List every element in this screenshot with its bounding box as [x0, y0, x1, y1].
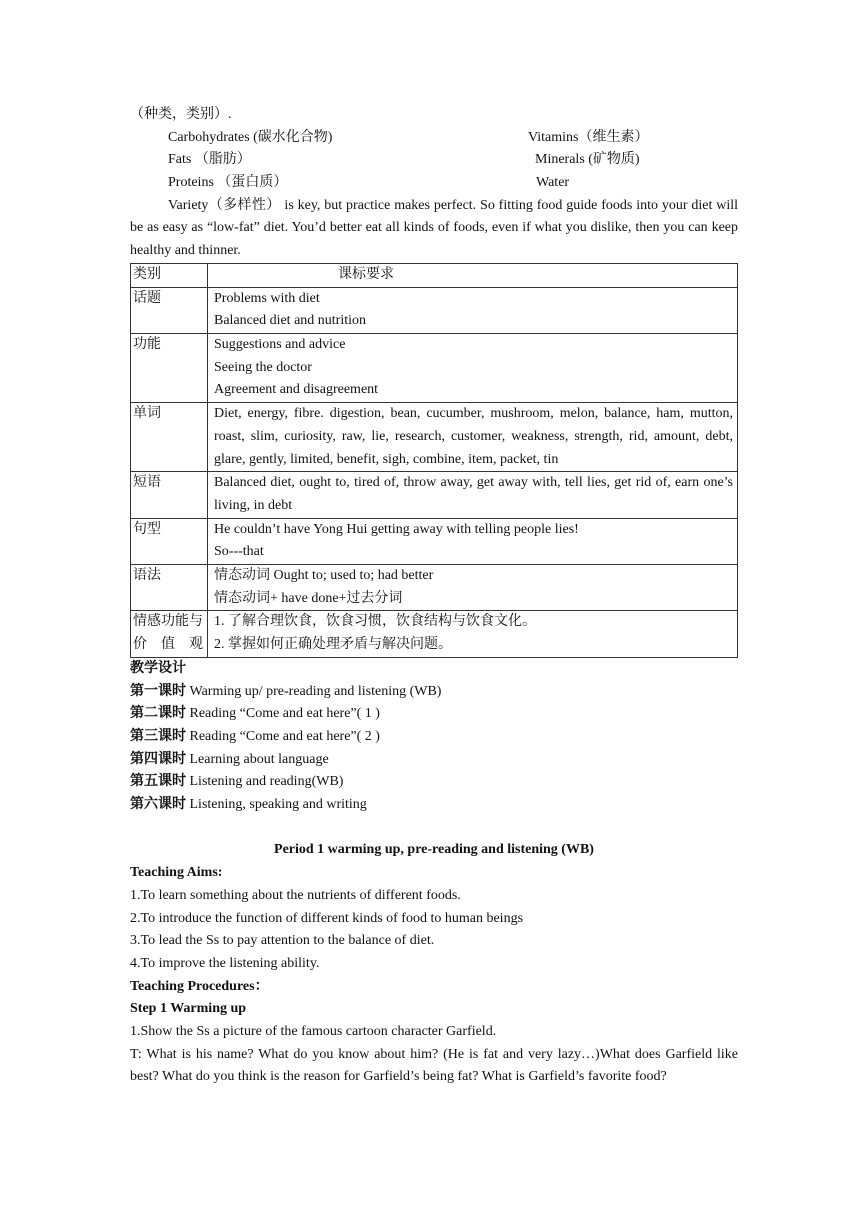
table-row	[131, 333, 738, 402]
table-cell-category: 短语	[131, 472, 208, 518]
period-item	[130, 726, 738, 749]
table-header-category: 类别	[131, 263, 208, 287]
period-label: 第五课时	[130, 774, 186, 790]
nutrient-row	[130, 127, 738, 150]
content-line: 情态动词+ have done+过去分词	[214, 590, 403, 606]
design-title: 教学设计	[130, 660, 186, 676]
table-cell-category: 句型	[131, 518, 208, 564]
period1-title: Period 1 warming up, pre-reading and listening (WB)	[274, 842, 594, 858]
content-line: 1. 了解合理饮食，饮食习惯，饮食结构与饮食文化。	[214, 614, 536, 630]
period-item	[130, 681, 738, 704]
table-row	[131, 472, 738, 518]
period-label: 第三课时	[130, 728, 186, 744]
table-cell-content	[208, 565, 738, 611]
period-label: 第二课时	[130, 706, 186, 722]
period-item	[130, 703, 738, 726]
table-cell-category: 情感功能与价值观	[131, 611, 208, 657]
nutrient-right: Water	[536, 175, 570, 191]
aim-item: 4.To improve the listening ability.	[130, 955, 320, 971]
period-text: Listening, speaking and writing	[189, 797, 367, 813]
table-cell-content: Diet, energy, fibre. digestion, bean, cucumber, mushroom, melon, balance, ham, mutton, roast, slim, curiosity, raw, lie, research, customer, weakness, strength, rid, amount, debt, glare, gently, limited, benefit, sigh, combine, item, packet, tin	[208, 403, 738, 472]
table-header-requirements: 课标要求	[208, 263, 738, 287]
variety-paragraph: Variety（多样性） is key, but practice makes perfect. So fitting food guide foods into your diet will be as easy as “low-fat” diet. You’d better eat all kinds of foods, even if what you dislike, then you can keep healthy and thinner.	[130, 197, 738, 259]
table-header-row	[131, 263, 738, 287]
period-text: Warming up/ pre-reading and listening (WB)	[189, 683, 442, 699]
table-cell-content	[208, 611, 738, 657]
table-cell-category: 语法	[131, 565, 208, 611]
nutrient-left: Proteins （蛋白质）	[168, 175, 288, 191]
content-line: 2. 掌握如何正确处理矛盾与解决问题。	[214, 637, 452, 653]
content-line: He couldn’t have Yong Hui getting away with telling people lies!	[214, 521, 579, 537]
document-page	[130, 104, 738, 1089]
period-text: Listening and reading(WB)	[189, 774, 344, 790]
step1-dialogue: T: What is his name? What do you know about him? (He is fat and very lazy…)What does Garfield like best? What do you think is the reason for Garfield’s being fat? What is Garfield’s favorite food?	[130, 1046, 738, 1085]
table-row	[131, 518, 738, 564]
table-cell-category: 功能	[131, 333, 208, 402]
curriculum-table	[130, 263, 738, 658]
table-row	[131, 565, 738, 611]
nutrient-row	[130, 149, 738, 172]
period-label: 第四课时	[130, 751, 186, 767]
table-row	[131, 611, 738, 657]
step1-item: 1.Show the Ss a picture of the famous cartoon character Garfield.	[130, 1024, 497, 1040]
nutrient-row	[130, 172, 738, 195]
nutrient-right: Vitamins（维生素）	[528, 129, 649, 145]
table-cell-category: 单词	[131, 403, 208, 472]
spacer	[130, 817, 738, 840]
period-label: 第一课时	[130, 683, 186, 699]
period-item	[130, 794, 738, 817]
intro-line: （种类，类别）.	[130, 107, 232, 122]
aim-item: 3.To lead the Ss to pay attention to the balance of diet.	[130, 933, 435, 949]
table-row	[131, 403, 738, 472]
nutrient-right: Minerals (矿物质)	[535, 152, 640, 168]
content-line: Suggestions and advice	[214, 336, 346, 352]
step1-heading: Step 1 Warming up	[130, 1001, 247, 1017]
content-line: So---that	[214, 544, 264, 560]
procedures-heading: Teaching Procedures：	[130, 978, 269, 994]
table-cell-content	[208, 287, 738, 333]
content-line: Agreement and disagreement	[214, 382, 379, 398]
table-cell-category: 话题	[131, 287, 208, 333]
table-row	[131, 287, 738, 333]
table-cell-content	[208, 333, 738, 402]
period-text: Reading “Come and eat here”( 2 )	[189, 728, 380, 744]
table-cell-content	[208, 518, 738, 564]
aim-item: 1.To learn something about the nutrients of different foods.	[130, 887, 461, 903]
period-text: Learning about language	[189, 751, 329, 767]
content-line: Balanced diet and nutrition	[214, 313, 367, 329]
period-item	[130, 749, 738, 772]
period-item	[130, 771, 738, 794]
period-label: 第六课时	[130, 797, 186, 813]
content-line: Problems with diet	[214, 290, 320, 306]
nutrient-left: Fats （脂肪）	[168, 152, 251, 168]
content-line: 情态动词 Ought to; used to; had better	[214, 568, 434, 584]
period-text: Reading “Come and eat here”( 1 )	[189, 706, 380, 722]
table-cell-content: Balanced diet, ought to, tired of, throw away, get away with, tell lies, get rid of, earn one’s living, in debt	[208, 472, 738, 518]
nutrient-left: Carbohydrates (碳水化合物)	[168, 129, 333, 145]
aims-heading: Teaching Aims:	[130, 865, 223, 881]
content-line: Seeing the doctor	[214, 359, 312, 375]
aim-item: 2.To introduce the function of different kinds of food to human beings	[130, 910, 524, 926]
